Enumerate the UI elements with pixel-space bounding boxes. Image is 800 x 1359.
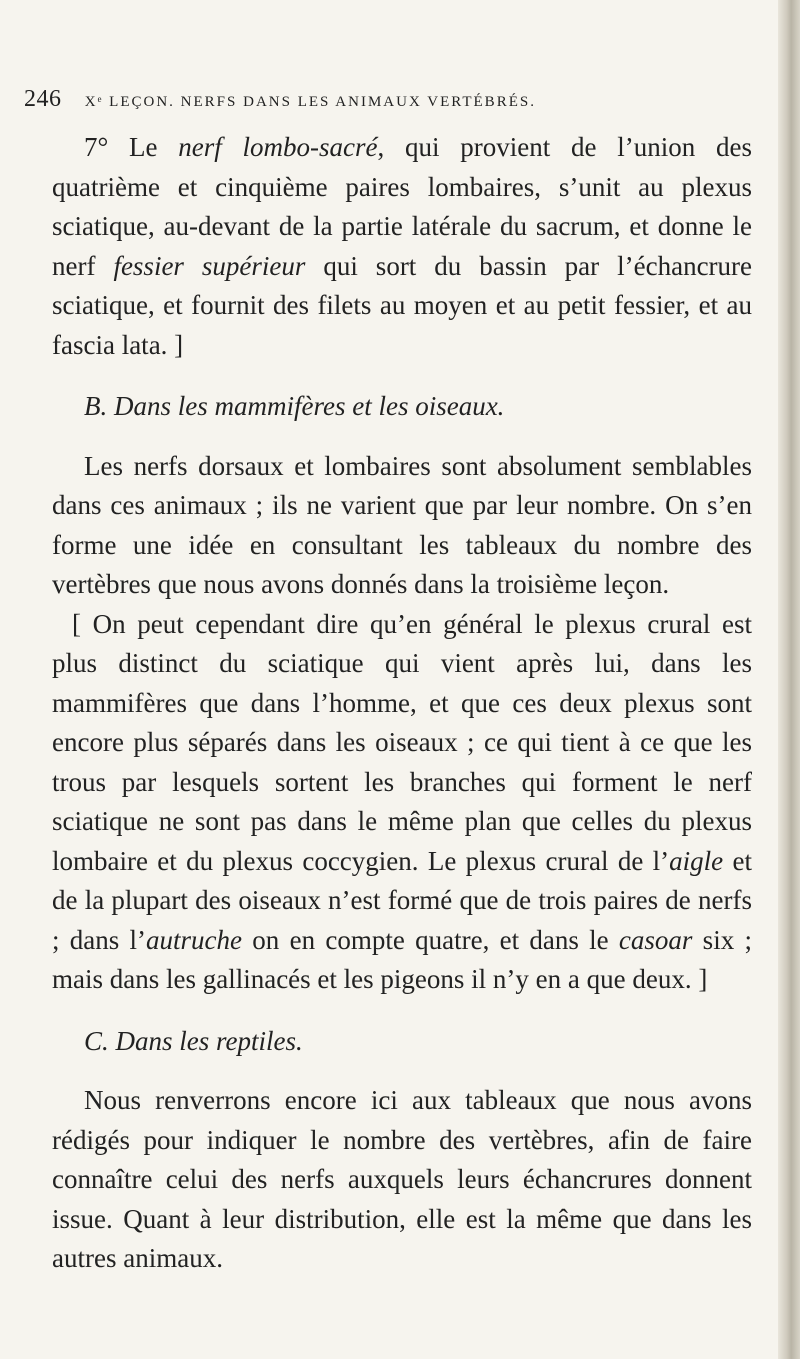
emphasis: aigle	[669, 845, 724, 876]
page-edge	[778, 0, 800, 1359]
text-run: [ On peut cependant dire qu’en général le plexus crural est plus distinct du sciatique qui vient après lui, dans les mammifères que dans l’homme, et que ces deux plexus sont encore plus séparés dans les oiseaux ; ce qui tient à ce que les trous par lesquels sortent les branches qui forment le nerf sciatique ne sont pas dans le même plan que celles du plexus lombaire et du plexus coccygien. Le plexus crural de l’	[52, 608, 752, 876]
emphasis: casoar	[618, 924, 693, 955]
text-run: 7° Le	[84, 132, 179, 162]
section-heading-text: B. Dans les mammifères et les oiseaux.	[84, 391, 505, 421]
page-number: 246	[24, 86, 62, 112]
emphasis: autruche	[146, 924, 243, 955]
paragraph-dorsaux: Les nerfs dorsaux et lombaires sont absolument semblables dans ces animaux ; ils ne varient que par leur nombre. On s’en forme une idée en consultant les tableaux du nombre des vertèbres que nous avons donnés dans la troisième leçon.	[52, 450, 752, 599]
emphasis: nerf lombo-sacré	[178, 132, 378, 162]
section-heading-b	[52, 387, 752, 427]
paragraph-plexus	[52, 605, 752, 1000]
paragraph-lombo-sacre	[52, 128, 752, 365]
text-run: , qui provient de l’union des quatrième et cinquième paires lombaires, s’unit au plexus sciatique, au-devant de la partie latérale du sacrum, et donne le nerf	[52, 132, 753, 281]
section-heading-c	[52, 1022, 752, 1062]
page-text	[52, 128, 752, 1279]
paragraph-reptiles: Nous renverrons encore ici aux tableaux que nous avons rédigés pour indiquer le nombre des vertèbres, afin de faire connaître celui des nerfs auxquels leurs échancrures donnent issue. Quant à leur distribution, elle est la même que dans les autres animaux.	[52, 1085, 752, 1273]
text-run: six ; mais dans les gallinacés et les pigeons il n’y en a que deux. ]	[52, 924, 752, 994]
text-run: et de la plupart des oiseaux n’est formé que de trois paires de nerfs ; dans l’	[52, 845, 752, 955]
text-run: on en compte quatre, et dans le	[242, 924, 619, 955]
running-header	[24, 86, 754, 113]
section-heading-text: C. Dans les reptiles.	[84, 1025, 303, 1056]
running-title: Xᵉ LEÇON. NERFS DANS LES ANIMAUX VERTÉBRÉS.	[84, 94, 536, 110]
text-run: qui sort du bassin par l’échancrure sciatique, et fournit des filets au moyen et au petit fessier, et au fascia lata. ]	[52, 250, 753, 360]
emphasis: fessier supérieur	[113, 250, 306, 281]
